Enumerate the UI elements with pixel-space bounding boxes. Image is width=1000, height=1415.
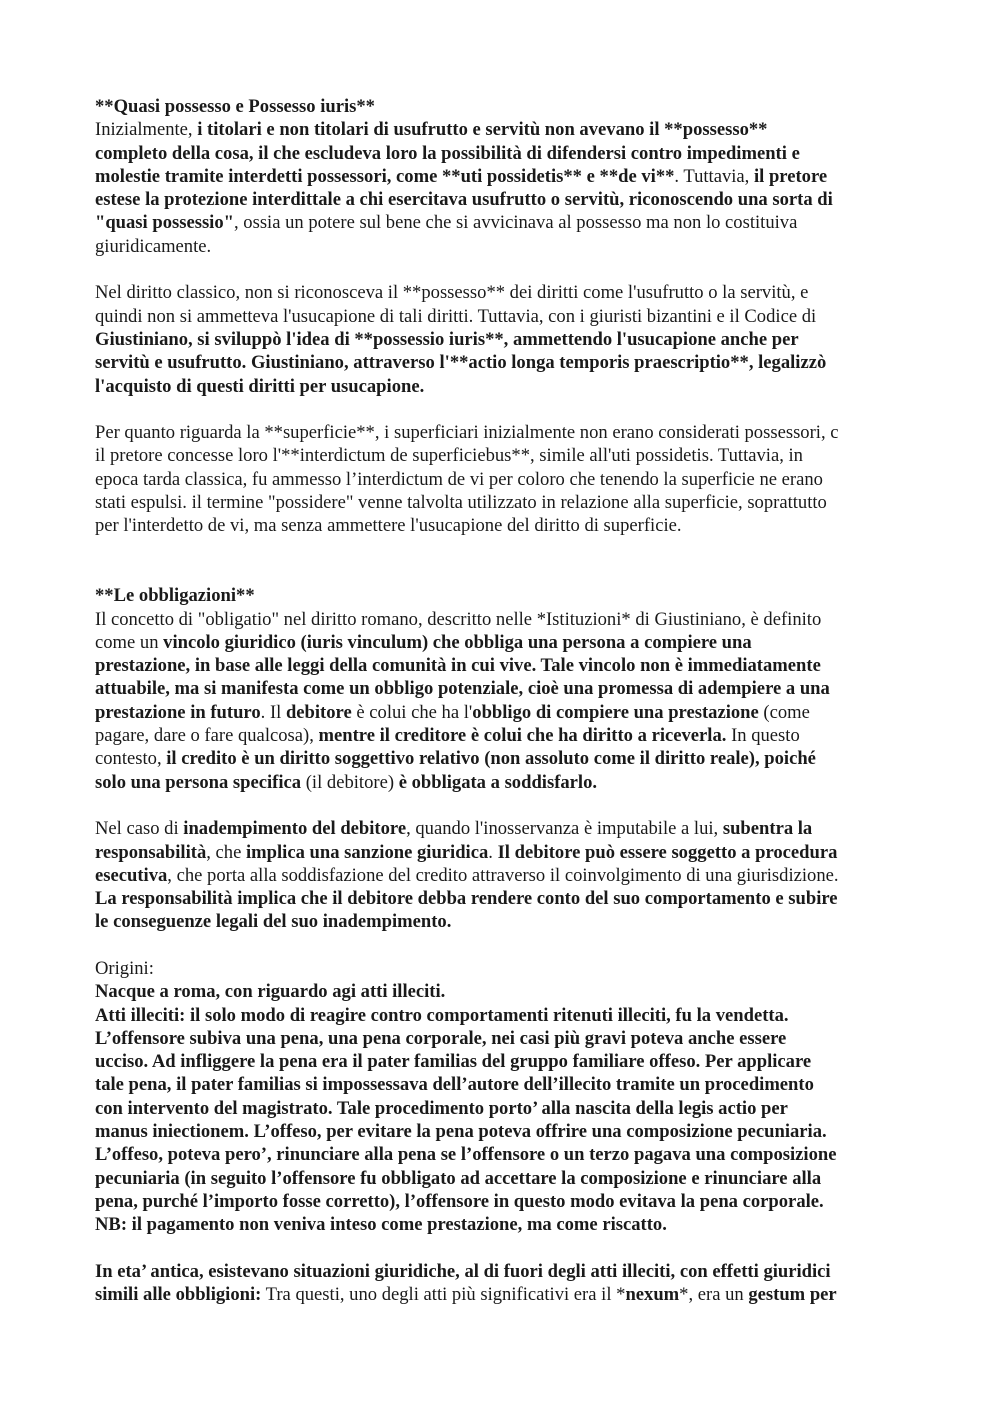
- bold-text: l'acquisto di questi diritti per usucapione.: [95, 375, 425, 397]
- text-line: [95, 817, 915, 840]
- text-line: [95, 864, 915, 887]
- text-line: [95, 468, 915, 491]
- text: per l'interdetto de vi, ma senza ammettere l'usucapione del diritto di superficie.: [95, 515, 682, 537]
- paragraph: [95, 1260, 915, 1307]
- text: . Il: [260, 701, 286, 723]
- text-line: [95, 351, 915, 374]
- text-line: [95, 1097, 915, 1120]
- bold-text: inadempimento del debitore: [183, 818, 407, 840]
- heading-text: **Quasi possesso e Possesso iuris**: [95, 96, 375, 117]
- bold-text: L’offensore subiva una pena, una pena corporale, nei casi più gravi poteva anche essere: [95, 1027, 787, 1049]
- text-line: [95, 608, 915, 631]
- bold-text: gestum per: [748, 1284, 837, 1306]
- text: Origini:: [95, 957, 154, 979]
- bold-text: subentra la: [722, 818, 813, 840]
- text-line: [95, 1073, 915, 1096]
- bold-text: prestazione in futuro: [95, 701, 261, 723]
- paragraph-spacer: [95, 794, 915, 817]
- text-line: [95, 281, 915, 304]
- paragraph-spacer: [95, 258, 915, 281]
- bold-text: estese la protezione interdittale a chi esercitava usufrutto o servitù, riconoscendo una sorta di: [95, 189, 833, 211]
- section-heading: [95, 584, 915, 607]
- bold-text: NB: il pagamento non veniva inteso come prestazione, ma come riscatto.: [95, 1214, 667, 1236]
- bold-text: con intervento del magistrato. Tale procedimento porto’ alla nascita della legis actio per: [95, 1097, 788, 1119]
- text-line: [95, 1143, 915, 1166]
- text: è colui che ha l': [351, 701, 473, 723]
- text: quindi non si ammetteva l'usucapione di tali diritti. Tuttavia, con i giuristi bizantini e il Codice di: [95, 305, 817, 327]
- section-heading: [95, 95, 915, 118]
- bold-text: tale pena, il pater familias si impossessava dell’autore dell’illecito tramite un procedimento: [95, 1074, 814, 1096]
- bold-text: simili alle obbligioni:: [95, 1284, 262, 1306]
- text-line: [95, 1050, 915, 1073]
- bold-text: Giustiniano, si sviluppò l'idea di **possessio iuris**, ammettendo l'usucapione anche per: [95, 328, 799, 350]
- text-line: [95, 841, 915, 864]
- text: Per quanto riguarda la **superficie**, i superficiari inizialmente non erano considerati possessori, c: [95, 422, 839, 444]
- text-line: [95, 957, 915, 980]
- text: contesto,: [95, 748, 167, 770]
- text: , che porta alla soddisfazione del credito attraverso il coinvolgimento di una giurisdizione.: [167, 864, 839, 886]
- bold-text: servitù e usufrutto. Giustiniano, attraverso l'**actio longa temporis praescriptio**, legalizzò: [95, 352, 827, 374]
- text-line: [95, 1213, 915, 1236]
- text-line: [95, 771, 915, 794]
- text: , ossia un potere sul bene che si avvicinava al possesso ma non lo costituiva: [233, 212, 798, 234]
- text: Tra questi, uno degli atti più significativi era il *: [261, 1284, 626, 1306]
- bold-text: "quasi possessio": [95, 212, 234, 234]
- text-line: [95, 328, 915, 351]
- text: .: [488, 841, 498, 863]
- paragraph: [95, 957, 915, 1237]
- text-line: [95, 1190, 915, 1213]
- text-line: [95, 631, 915, 654]
- text-line: [95, 118, 915, 141]
- bold-text: obbligo di compiere una prestazione: [472, 701, 759, 723]
- paragraph: [95, 421, 915, 537]
- text-line: [95, 142, 915, 165]
- paragraph-spacer: [95, 398, 915, 421]
- text: il pretore concesse loro l'**interdictum de superficiebus**, simile all'uti possidetis. Tuttavia, in: [95, 445, 803, 467]
- text: stati espulsi. il termine "possidere" venne talvolta utilizzato in relazione alla superficie, soprattutto: [95, 492, 827, 514]
- bold-text: esecutiva: [95, 864, 168, 886]
- text-line: [95, 701, 915, 724]
- bold-text: implica una sanzione giuridica: [246, 841, 489, 863]
- bold-text: i titolari e non titolari di usufrutto e servitù non avevano il **possesso**: [197, 119, 768, 141]
- bold-text: il credito è un diritto soggettivo relativo (non assoluto come il diritto reale), poiché: [166, 748, 816, 770]
- text-line: [95, 654, 915, 677]
- text-line: [95, 724, 915, 747]
- text-line: [95, 165, 915, 188]
- bold-text: manus iniectionem. L’offeso, per evitare la pena poteva offrire una composizione pecuniaria.: [95, 1121, 827, 1143]
- bold-text: completo della cosa, il che escludeva loro la possibilità di difendersi contro impedimenti e: [95, 142, 800, 164]
- bold-text: è obbligata a soddisfarlo.: [398, 771, 598, 793]
- bold-text: ucciso. Ad infliggere la pena era il pater familias del gruppo familiare offeso. Per applicare: [95, 1051, 812, 1073]
- bold-text: solo una persona specifica: [95, 771, 302, 793]
- text-line: [95, 211, 915, 234]
- paragraph: [95, 118, 915, 258]
- text-line: [95, 747, 915, 770]
- text: (come: [758, 701, 810, 723]
- text-line: [95, 305, 915, 328]
- text-line: [95, 421, 915, 444]
- bold-text: La responsabilità implica che il debitore debba rendere conto del suo comportamento e subire: [95, 888, 838, 910]
- text-line: [95, 1120, 915, 1143]
- text-line: [95, 910, 915, 933]
- bold-text: il pretore: [753, 165, 828, 187]
- text: In questo: [726, 725, 800, 747]
- text-line: [95, 1027, 915, 1050]
- text-line: [95, 235, 915, 258]
- text-line: [95, 1260, 915, 1283]
- bold-text: responsabilità: [95, 841, 207, 863]
- text-line: [95, 980, 915, 1003]
- paragraph-spacer: [95, 1237, 915, 1260]
- bold-text: Nacque a roma, con riguardo agi atti illeciti.: [95, 981, 446, 1003]
- text: Inizialmente,: [95, 119, 198, 141]
- text: *, era un: [679, 1284, 749, 1306]
- paragraph: [95, 608, 915, 794]
- text-line: [95, 491, 915, 514]
- bold-text: prestazione, in base alle leggi della comunità in cui vive. Tale vincolo non è immediatamente: [95, 655, 821, 677]
- bold-text: nexum: [625, 1284, 680, 1306]
- text-line: [95, 375, 915, 398]
- text-line: [95, 677, 915, 700]
- text-line: [95, 1004, 915, 1027]
- bold-text: Atti illeciti: il solo modo di reagire contro comportamenti ritenuti illeciti, fu la vendetta.: [95, 1004, 789, 1026]
- paragraph: [95, 817, 915, 933]
- text: , quando l'inosservanza è imputabile a lui,: [406, 818, 723, 840]
- text: Nel caso di: [95, 818, 184, 840]
- text: epoca tarda classica, fu ammesso l’interdictum de vi per coloro che tenendo la superficie ne erano: [95, 468, 823, 490]
- text: pagare, dare o fare qualcosa),: [95, 725, 319, 747]
- text-line: [95, 1283, 915, 1306]
- bold-text: molestie tramite interdetti possessori, come **uti possidetis** e **de vi**: [95, 165, 675, 187]
- text: (il debitore): [301, 771, 399, 793]
- bold-text: mentre il creditore è colui che ha diritto a riceverla.: [318, 725, 727, 747]
- text-line: [95, 887, 915, 910]
- document-page: [95, 95, 915, 1306]
- paragraph-spacer: [95, 934, 915, 957]
- paragraph-spacer: [95, 538, 915, 585]
- text: , che: [206, 841, 246, 863]
- text-line: [95, 444, 915, 467]
- bold-text: pecuniaria (in seguito l’offensore fu obbligato ad accettare la composizione e rinunciare alla: [95, 1167, 822, 1189]
- bold-text: vincolo giuridico (iuris vinculum) che obbliga una persona a compiere una: [163, 631, 752, 653]
- bold-text: debitore: [285, 701, 352, 723]
- text: Nel diritto classico, non si riconosceva il **possesso** dei diritti come l'usufrutto o la servitù, e: [95, 282, 809, 304]
- paragraph: [95, 281, 915, 397]
- bold-text: L’offeso, poteva pero’, rinunciare alla pena se l’offensore o un terzo pagava una composizione: [95, 1144, 837, 1166]
- bold-text: In eta’ antica, esistevano situazioni giuridiche, al di fuori degli atti illeciti, con effetti giuridici: [95, 1260, 831, 1282]
- bold-text: pena, purché l’importo fosse corretto), l’offensore in questo modo evitava la pena corporale.: [95, 1190, 824, 1212]
- text: Il concetto di "obligatio" nel diritto romano, descritto nelle *Istituzioni* di Giustiniano, è definito: [95, 608, 822, 630]
- text: . Tuttavia,: [674, 165, 754, 187]
- heading-text: **Le obbligazioni**: [95, 585, 255, 607]
- bold-text: attuabile, ma si manifesta come un obbligo potenziale, cioè una promessa di adempiere a una: [95, 678, 830, 700]
- text-line: [95, 1167, 915, 1190]
- bold-text: le conseguenze legali del suo inadempimento.: [95, 911, 452, 933]
- text: giuridicamente.: [95, 235, 212, 257]
- bold-text: Il debitore può essere soggetto a procedura: [497, 841, 838, 863]
- text: come un: [95, 631, 164, 653]
- text-line: [95, 514, 915, 537]
- text-line: [95, 188, 915, 211]
